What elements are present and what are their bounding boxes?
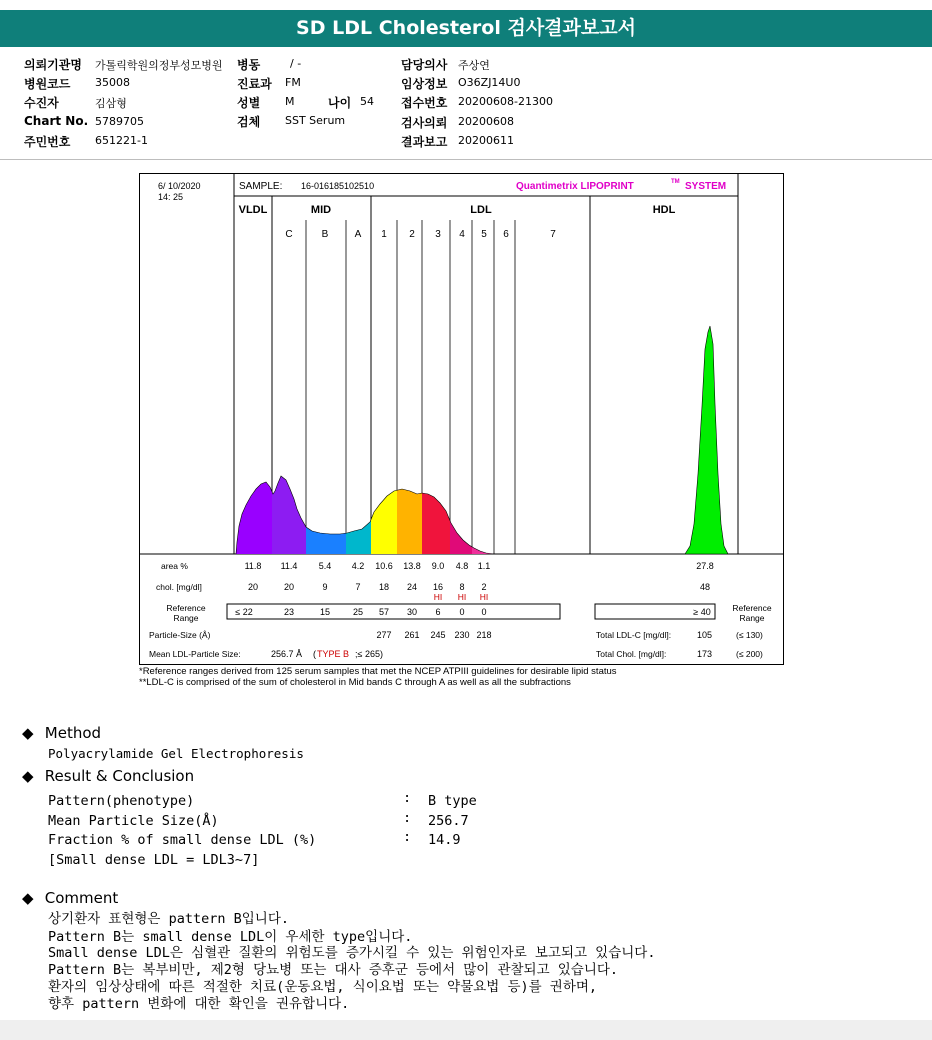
result-separator: : (403, 829, 412, 845)
reference-value: 30 (406, 607, 418, 617)
info-value: 김삼형 (95, 97, 127, 110)
reference-right-label: Reference (732, 603, 772, 613)
hdl-area-value: 27.8 (696, 561, 714, 571)
diamond-icon: ◆ (22, 767, 34, 785)
info-label: 의뢰기관명 (24, 58, 82, 72)
band-label: 4 (459, 229, 465, 240)
result-value: 14.9 (428, 832, 461, 848)
hi-flag: HI (433, 592, 443, 602)
area-value: 4.2 (351, 561, 365, 571)
total-ldl-limit: (≤ 130) (736, 630, 763, 640)
sample-label: SAMPLE: (239, 181, 283, 192)
area-value: 4.8 (455, 561, 469, 571)
group-ldl: LDL (470, 204, 492, 216)
info-value: 가톨릭학원의정부성모병원 (95, 59, 223, 72)
info-value: 20200608 (458, 115, 514, 128)
result-separator: : (403, 810, 412, 826)
info-label: 진료과 (237, 77, 272, 91)
fraction-area (234, 314, 272, 554)
brand-system: SYSTEM (685, 181, 727, 192)
info-value: 20200611 (458, 134, 514, 147)
chart-date: 6/ 10/2020 (158, 181, 201, 191)
info-value: FM (285, 76, 301, 89)
info-value: M (285, 95, 295, 108)
area-value: 11.8 (244, 561, 262, 571)
comment-line: 환자의 임상상태에 따른 적절한 치료(운동요법, 식이요법 또는 약물요법 등)를 권하며, (48, 979, 598, 995)
result-value: B type (428, 793, 477, 809)
group-hdl: HDL (652, 204, 676, 216)
result-label: Pattern(phenotype) (48, 793, 195, 809)
comment-line: Pattern B는 복부비만, 제2형 당뇨병 또는 대사 증후군 등에서 많이 관찰되고 있습니다. (48, 962, 619, 978)
comment-line: 상기환자 표현형은 pattern B입니다. (48, 911, 289, 927)
total-chol-limit: (≤ 200) (736, 649, 763, 659)
info-value: 20200608-21300 (458, 95, 553, 108)
reference-value: 57 (378, 607, 390, 617)
patient-info (0, 47, 932, 160)
fraction-area (472, 314, 515, 554)
lipoprint-svg (140, 174, 783, 664)
group-vldl: VLDL (238, 204, 268, 216)
result-label: Fraction % of small dense LDL (%) (48, 832, 317, 848)
chart-time: 14: 25 (158, 192, 184, 202)
band-label: 1 (381, 229, 387, 240)
info-label: 수진자 (24, 96, 59, 110)
hdl-reference-value: ≥ 40 (693, 607, 711, 617)
reference-box-ldl (227, 604, 560, 619)
diamond-icon: ◆ (22, 889, 34, 907)
fraction-area (422, 314, 450, 554)
method-heading (22, 724, 101, 742)
chol-row-label: chol. [mg/dl] (156, 582, 202, 592)
area-value: 13.8 (403, 561, 421, 571)
report-title: SD LDL Cholesterol 검사결과보고서 (0, 10, 932, 47)
footer-bar (0, 1020, 932, 1040)
info-label: 접수번호 (401, 96, 448, 110)
area-value: 5.4 (318, 561, 332, 571)
info-value: 35008 (95, 76, 130, 89)
chol-value: 18 (378, 582, 390, 592)
band-label: A (354, 229, 362, 240)
band-label: 5 (481, 229, 487, 240)
method-text: Polyacrylamide Gel Electrophoresis (48, 746, 304, 761)
total-chol-value: 173 (696, 649, 712, 659)
mean-type: TYPE B (317, 649, 350, 659)
info-label: 담당의사 (401, 58, 448, 72)
mean-limit: ;≤ 265) (355, 649, 383, 659)
info-value: 5789705 (95, 115, 144, 128)
reference-label: Range (173, 613, 199, 623)
brand-name: Quantimetrix LIPOPRINT (516, 181, 634, 192)
fraction-area (346, 314, 371, 554)
reference-value: 6 (435, 607, 441, 617)
particle-size-value: 245 (430, 630, 446, 640)
chol-value: 20 (247, 582, 259, 592)
comment-title: Comment (44, 889, 119, 907)
particle-size-value: 218 (476, 630, 492, 640)
info-label: 성별 (237, 96, 261, 110)
reference-value: 23 (283, 607, 295, 617)
total-ldl-value: 105 (696, 630, 712, 640)
result-value: 256.7 (428, 813, 469, 829)
area-value: 10.6 (375, 561, 393, 571)
reference-right-label: Range (739, 613, 765, 623)
reference-value: 0 (481, 607, 487, 617)
fraction-area (397, 314, 422, 554)
reference-value: 25 (352, 607, 364, 617)
hdl-chol-value: 48 (699, 582, 711, 592)
reference-label: Reference (166, 603, 206, 613)
mean-size-label: Mean LDL-Particle Size: (149, 649, 241, 659)
fraction-area (306, 314, 346, 554)
total-chol-label: Total Chol. [mg/dl]: (596, 649, 667, 659)
reference-value: ≤ 22 (235, 607, 253, 617)
info-label: 임상정보 (401, 77, 448, 91)
ldl-note: **LDL-C is comprised of the sum of cholesterol in Mid bands C through A as well as all the subfractions (139, 677, 571, 688)
fraction-area (371, 314, 397, 554)
info-label: 검사의뢰 (401, 116, 448, 130)
age-value: 54 (360, 95, 374, 108)
chol-value: 9 (322, 582, 328, 592)
info-label: 병동 (237, 58, 261, 72)
particle-size-label: Particle-Size (Å) (149, 630, 211, 640)
group-mid: MID (310, 204, 332, 216)
result-label: Mean Particle Size(Å) (48, 813, 219, 829)
band-label: 6 (503, 229, 509, 240)
info-label: 결과보고 (401, 135, 448, 149)
reference-value: 15 (319, 607, 331, 617)
band-label: 7 (550, 229, 556, 240)
info-value: SST Serum (285, 114, 346, 127)
result-note: [Small dense LDL = LDL3~7] (48, 852, 260, 868)
age-label: 나이 (328, 96, 352, 110)
info-value: / - (290, 57, 302, 70)
chol-value: 8 (459, 582, 465, 592)
result-title: Result & Conclusion (44, 767, 195, 785)
comment-line: Pattern B는 small dense LDL이 우세한 type입니다. (48, 929, 413, 945)
hi-flag: HI (457, 592, 467, 602)
comment-heading (22, 889, 118, 907)
mean-paren: ( (313, 649, 316, 659)
area-value: 9.0 (431, 561, 445, 571)
brand-tm: TM (671, 179, 680, 185)
chol-value: 7 (355, 582, 361, 592)
info-label: 주민번호 (24, 135, 71, 149)
comment-line: 향후 pattern 변화에 대한 확인을 권유합니다. (48, 996, 350, 1012)
comment-line: Small dense LDL은 심혈관 질환의 위험도를 증가시킬 수 있는 위험인자로 보고되고 있습니다. (48, 945, 656, 961)
mean-size-value: 256.7 Å (271, 649, 303, 659)
band-label: C (285, 229, 293, 240)
reference-value: 0 (459, 607, 465, 617)
particle-size-value: 230 (454, 630, 470, 640)
band-label: B (321, 229, 329, 240)
chol-value: 24 (406, 582, 418, 592)
result-heading (22, 767, 194, 785)
lipoprint-chart (139, 173, 784, 665)
fraction-area (450, 314, 472, 554)
chol-value: 2 (481, 582, 487, 592)
sample-id: 16-016185102510 (301, 181, 375, 191)
area-row-label: area % (161, 561, 188, 571)
band-label: 2 (409, 229, 415, 240)
diamond-icon: ◆ (22, 724, 34, 742)
area-value: 11.4 (280, 561, 298, 571)
band-label: 3 (435, 229, 441, 240)
hdl-peak (685, 326, 728, 554)
particle-size-value: 261 (404, 630, 420, 640)
reference-note: *Reference ranges derived from 125 serum samples that met the NCEP ATPIII guidelines for desirable lipid status (139, 666, 617, 677)
total-ldl-label: Total LDL-C [mg/dl]: (596, 630, 672, 640)
chol-value: 20 (283, 582, 295, 592)
method-title: Method (44, 724, 102, 742)
info-label: 검체 (237, 115, 261, 129)
info-label: 병원코드 (24, 77, 71, 91)
info-value: O36ZJ14U0 (458, 76, 521, 89)
info-value: 651221-1 (95, 134, 148, 147)
area-value: 1.1 (477, 561, 491, 571)
hi-flag: HI (479, 592, 489, 602)
chol-value: 16 (432, 582, 444, 592)
info-label: Chart No. (24, 114, 89, 128)
info-value: 주상연 (458, 59, 490, 72)
particle-size-value: 277 (376, 630, 392, 640)
result-separator: : (403, 790, 412, 806)
